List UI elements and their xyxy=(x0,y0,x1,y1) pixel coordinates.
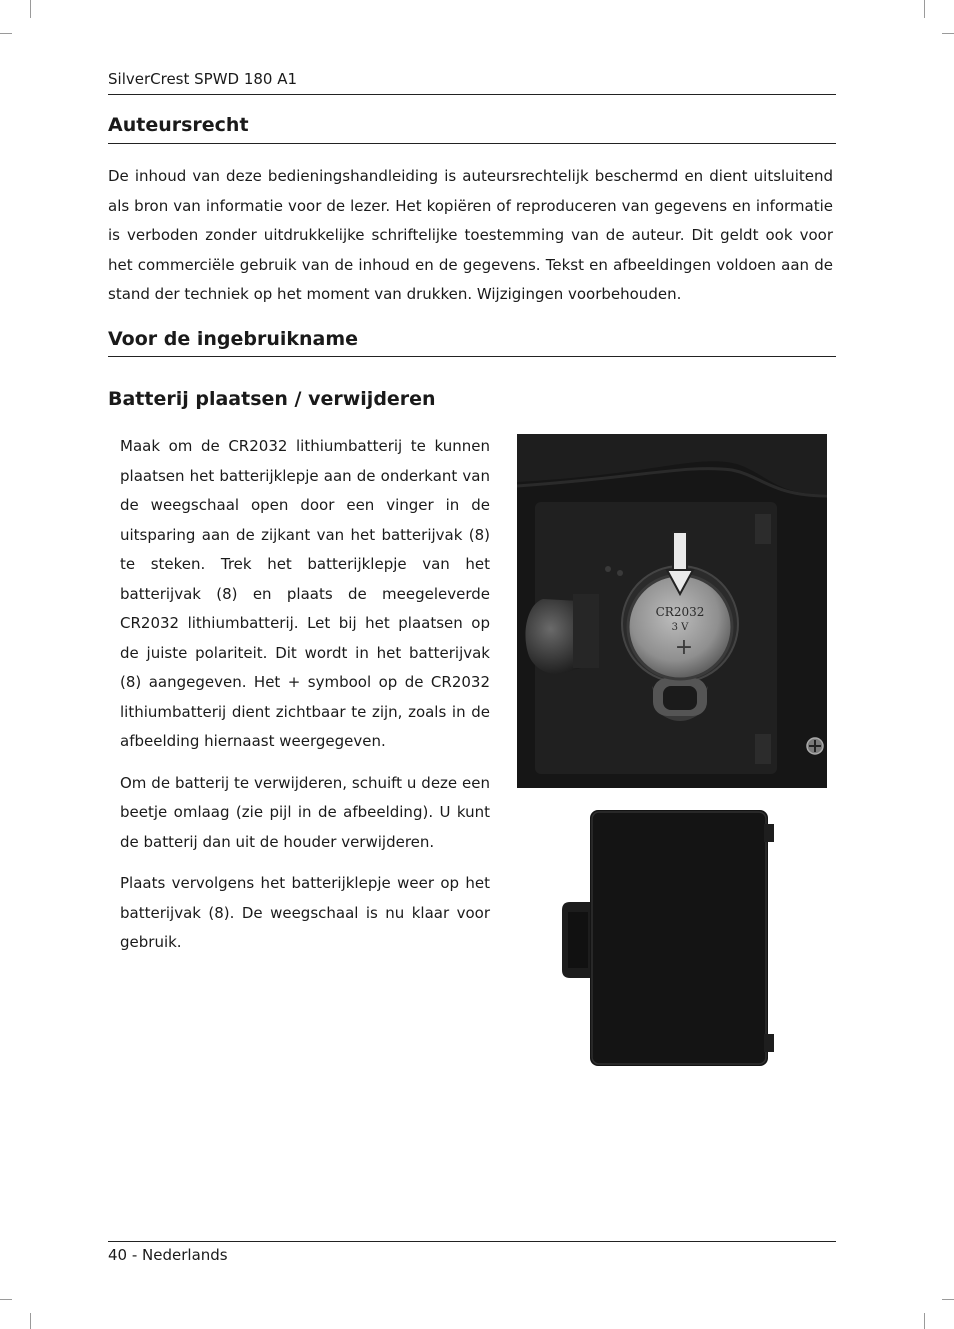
crop-mark xyxy=(942,33,954,34)
instruction-paragraph: Maak om de CR2032 lithiumbatterij te kunnen plaatsen het batterijklepje aan de onderkant van de weegschaal open door een vinger in de uitsparing aan de zijkant van het batterijvak (8) te steken. Trek het batterijklepje van het batterijvak (8) en plaats de meegeleverde CR2032 lithiumbatterij. Let bij het plaatsen op de juiste polariteit. Dit wordt in het batterijvak (8) aangegeven. Het + symbool op de CR2032 lithiumbatterij dient zichtbaar te zijn, zoals in de afbeelding hiernaast weergegeven. xyxy=(120,437,490,750)
instruction-paragraph: Plaats vervolgens het batterijklepje weer op het batterijvak (8). De weegschaal is nu klaar voor gebruik. xyxy=(120,874,490,951)
footer-rule xyxy=(108,1241,836,1242)
crop-mark xyxy=(30,0,31,18)
cell-voltage-label: 3 V xyxy=(671,622,689,633)
cell-polarity-symbol: + xyxy=(674,635,694,660)
running-header: SilverCrest SPWD 180 A1 xyxy=(108,70,298,88)
crop-mark xyxy=(0,1299,12,1300)
heading-rule xyxy=(108,143,836,144)
crop-mark xyxy=(942,1299,954,1300)
heading-before-use: Voor de ingebruikname xyxy=(108,328,359,350)
battery-instructions xyxy=(120,432,490,970)
heading-battery: Batterij plaatsen / verwijderen xyxy=(108,388,436,410)
battery-lid-photo xyxy=(560,808,780,1068)
crop-mark xyxy=(0,33,12,34)
instruction-paragraph: Om de batterij te verwijderen, schuift u deze een beetje omlaag (zie pijl in de afbeelding). U kunt de batterij dan uit de houder verwijderen. xyxy=(120,773,490,851)
cell-model-label: CR2032 xyxy=(655,605,705,619)
page-number: 40 - Nederlands xyxy=(108,1246,228,1264)
header-rule xyxy=(108,94,836,95)
crop-mark xyxy=(924,1313,925,1329)
heading-copyright: Auteursrecht xyxy=(108,114,249,136)
battery-compartment-photo xyxy=(517,434,827,788)
crop-mark xyxy=(30,1313,31,1329)
heading-rule xyxy=(108,356,836,357)
crop-mark xyxy=(924,0,925,18)
copyright-paragraph: De inhoud van deze bedieningshandleiding is auteursrechtelijk beschermd en dient uitsluitend als bron van informatie voor de lezer. Het kopiëren of reproduceren van gegevens en informatie is verboden zonder uitdrukkelijke schriftelijke toestemming van de auteur. Dit geldt ook voor het commerciële gebruik van de inhoud en de gegevens. Tekst en afbeeldingen voldoen aan de stand der techniek op het moment van drukken. Wijzigingen voorbehouden. xyxy=(108,167,833,303)
